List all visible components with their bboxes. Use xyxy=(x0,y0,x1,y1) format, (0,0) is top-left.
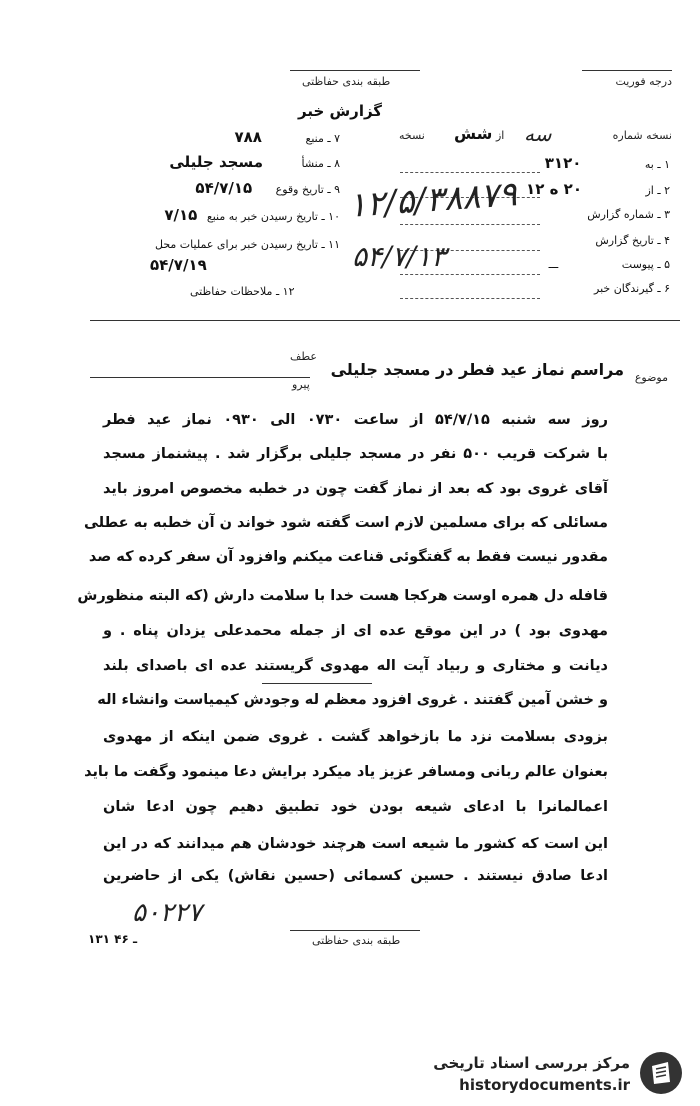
field-line-6 xyxy=(400,298,540,299)
classification-label-top: طبقه بندی حفاظتی xyxy=(302,75,391,88)
field-source-label: ۷ ـ منبع xyxy=(305,132,340,145)
page-code: ۱۳۱ ـ ۴۶ xyxy=(88,932,138,946)
body-line: مسائلی که برای مسلمین لازم است گفته شود خواند ن آن خطبه به عطلی xyxy=(83,515,608,531)
report-title: گزارش خبر xyxy=(298,102,383,120)
archive-url: historydocuments.ir xyxy=(459,1076,630,1094)
copy-number-label: نسخه شماره xyxy=(612,129,672,142)
body-line: و خشن آمین گفتند . غروی افزود معظم له وجودش کیمیاست وانشاء اله xyxy=(97,692,608,708)
field-attachment xyxy=(470,258,670,271)
body-line: بعنوان عالم ربانی ومسافر عزیز یاد میکرد برایش دعا مینمود وگفت ما باید xyxy=(84,764,608,780)
body-line: این است که کشور ما شیعه است هرچند خودشان هم میدانند که در این xyxy=(103,836,608,852)
field-to xyxy=(410,154,670,172)
body-line: بزودی بسلامت نزد ما بازخواهد گشت . غروی ضمن اینکه از مهدوی xyxy=(103,729,608,745)
archive-logo-icon xyxy=(640,1052,682,1094)
field-report-date: ۴ ـ تاریخ گزارش xyxy=(595,234,670,247)
handwritten-bottom-note: ۵۰۲۲۷ xyxy=(132,898,202,928)
field-received-source-label: ۱۰ ـ تاریخ رسیدن خبر به منبع xyxy=(206,210,340,223)
handwritten-report-date: ۵۴/۷/۱۳ xyxy=(352,240,447,273)
field-occurrence-date-value: ۵۴/۷/۱۵ xyxy=(195,179,253,197)
handwritten-report-number: ۱۲/۵/۳۸۸۷۹ xyxy=(346,174,519,226)
field-to-value: ۳۱۲۰ xyxy=(544,154,582,172)
field-occurrence-date-label: ۹ ـ تاریخ وقوع xyxy=(275,183,340,196)
body-line: مقدور نیست فقط به گفتگوئی قناعت میکنم وافزود آن سفر کرده که صد xyxy=(88,549,608,565)
subject-underline xyxy=(90,377,310,378)
field-report-number: ۳ ـ شماره گزارش xyxy=(587,208,670,221)
archive-logo-svg xyxy=(640,1052,682,1094)
copies-total-value: شش xyxy=(454,124,493,143)
body-line: مهدوی بود ) در این موقع عده ای از جمله محمدعلی یزدان پناه . و xyxy=(103,623,608,639)
field-line-5 xyxy=(400,274,540,275)
body-line: با شرکت قریب ۵۰۰ نفر در مسجد جلیلی برگزار شد . پیشنماز مسجد xyxy=(103,446,609,462)
field-source xyxy=(90,128,340,146)
field-origin-label: ۸ ـ منشأ xyxy=(301,157,340,170)
field-to-label: ۱ ـ به xyxy=(644,158,670,171)
body-line: قافله دل همره اوست هرکجا هست خدا با سلامت دارش (که البته منظورش xyxy=(77,588,608,604)
subject-peyro-label: پیرو xyxy=(292,378,310,391)
field-line-3 xyxy=(400,224,540,225)
subject-value: مراسم نماز عید فطر در مسجد جلیلی xyxy=(330,360,624,379)
field-from-label: ۲ ـ از xyxy=(645,184,670,197)
copies-label: نسخه xyxy=(399,129,425,142)
subject-atf-label: عطف xyxy=(290,350,317,363)
subject-label: موضوع xyxy=(634,371,668,384)
footer-separator xyxy=(290,930,420,931)
body-line: ادعا صادق نیستند . حسین کسمائی (حسین نقاش) یکی از حاضرین xyxy=(103,868,608,884)
body-line: اعمالمانرا با ادعای شیعه بودن خود تطبیق دهیم چون ادعا شان xyxy=(103,799,608,815)
urgency-underline xyxy=(582,70,672,71)
header-separator xyxy=(90,320,680,321)
classification-label-bottom: طبقه بندی حفاظتی xyxy=(312,934,401,947)
field-received-source-value: ۷/۱۵ xyxy=(164,206,198,224)
field-security-notes: ۱۲ ـ ملاحظات حفاظتی xyxy=(190,285,295,298)
body-handwritten-underline xyxy=(262,683,372,684)
body-line: دیانت و مختاری و ربیاد آیت اله مهدوی گریستند عده ای باصدای بلند xyxy=(103,658,608,674)
urgency-label: درجه فوریت xyxy=(615,75,672,88)
field-from-value: ۲۰ ه ۱۲ xyxy=(526,180,582,198)
copy-number-value: سه xyxy=(524,122,552,146)
field-source-value: ۷۸۸ xyxy=(234,128,262,146)
field-origin-value: مسجد جلیلی xyxy=(169,153,263,171)
field-recipients: ۶ ـ گیرندگان خبر xyxy=(594,282,670,295)
field-attachment-value: ـــ xyxy=(548,258,559,271)
field-attachment-label: ۵ ـ پیوست xyxy=(621,258,670,271)
field-occurrence-date xyxy=(90,179,340,197)
field-received-ops-label: ۱۱ ـ تاریخ رسیدن خبر برای عملیات محل xyxy=(154,238,340,251)
body-line: روز سه شنبه ۵۴/۷/۱۵ از ساعت ۰۷۳۰ الی ۰۹۳۰ نماز عید فطر xyxy=(103,412,608,428)
body-line: آقای غروی بود که بعد از نماز گفت چون در خطبه مخصوص امروز باید xyxy=(103,481,608,497)
field-received-ops-value: ۵۴/۷/۱۹ xyxy=(150,256,207,274)
from-label: از xyxy=(496,129,505,142)
classification-underline-top xyxy=(290,70,420,71)
archive-name: مرکز بررسی اسناد تاریخی xyxy=(433,1054,630,1072)
field-origin xyxy=(90,153,340,171)
archive-watermark xyxy=(433,1054,630,1072)
field-received-source xyxy=(90,206,340,224)
field-line-1 xyxy=(400,172,540,173)
